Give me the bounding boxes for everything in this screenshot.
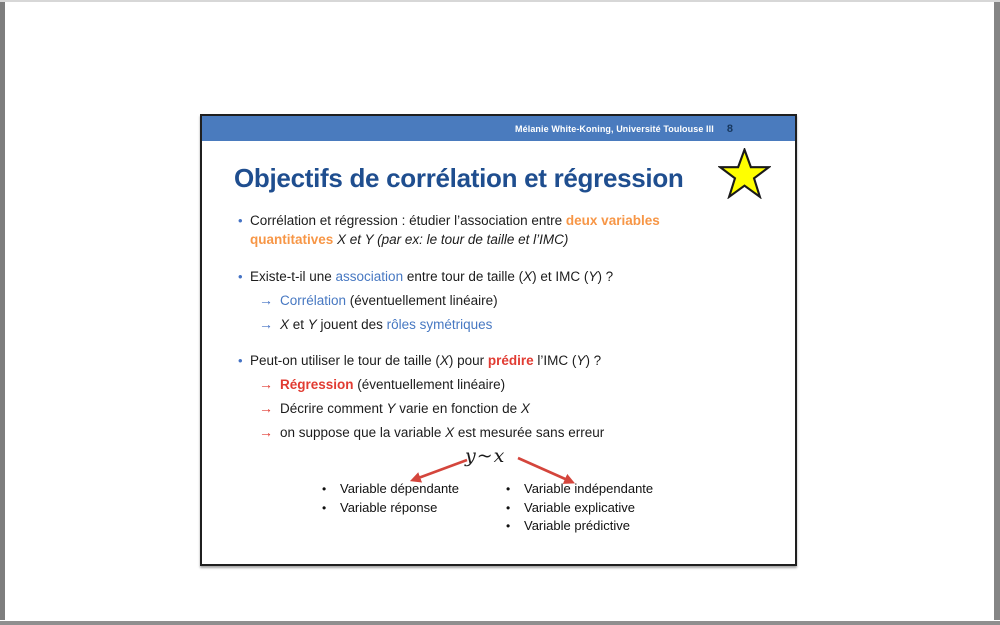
text-segment: ) pour <box>448 353 488 368</box>
bullet-text <box>250 211 728 249</box>
text-segment: X et Y (par ex: le tour de taille et l’IMC) <box>337 232 569 247</box>
arrow-right-icon: → <box>259 376 273 392</box>
sub-bullet-item <box>259 399 530 418</box>
viewer-top-border <box>0 0 1000 2</box>
bullet-item <box>238 211 728 249</box>
text-segment: Corrélation et régression : étudier l’association entre <box>250 213 566 228</box>
list-item-label: Variable dépendante <box>340 481 460 496</box>
list-item <box>506 480 653 499</box>
bullet-icon: • <box>238 353 243 368</box>
text-segment: l’IMC ( <box>533 353 577 368</box>
viewer-right-border <box>994 2 1000 620</box>
slide-title: Objectifs de corrélation et régression <box>234 163 684 193</box>
text-segment: X <box>523 269 533 284</box>
bullet-icon: • <box>506 482 511 496</box>
text-segment: X <box>445 425 455 440</box>
sub-bullet-text <box>280 399 530 418</box>
bullet-icon: • <box>322 500 327 515</box>
sub-bullet-item <box>259 315 492 334</box>
text-segment: X <box>520 401 530 416</box>
arrow-right-icon: → <box>259 292 273 308</box>
list-item <box>506 517 653 536</box>
text-segment: Existe-t-il une <box>250 269 336 284</box>
list-item <box>322 480 459 499</box>
text-segment: Y <box>588 269 598 284</box>
text-segment: ) et IMC ( <box>532 269 589 284</box>
sub-bullet-item <box>259 375 505 394</box>
text-segment: Y <box>576 353 586 368</box>
bullet-icon: • <box>506 500 511 515</box>
text-segment: varie en fonction de <box>395 401 521 416</box>
bullet-icon: • <box>238 269 243 284</box>
arrow-right-icon: → <box>259 400 273 416</box>
bullet-icon: • <box>238 213 243 228</box>
viewer-left-border <box>0 2 5 620</box>
text-segment: ) ? <box>597 269 614 284</box>
bullet-text <box>250 267 613 286</box>
sub-bullet-item <box>259 291 498 310</box>
bullet-item <box>238 351 601 370</box>
text-segment: quantitatives <box>250 232 334 247</box>
text-segment: prédire <box>487 353 534 368</box>
list-item-label: Variable explicative <box>524 499 636 515</box>
formula-y-tilde-x: y~x <box>465 445 506 467</box>
list-item-label: Variable indépendante <box>524 481 654 496</box>
text-segment: Régression <box>280 377 354 392</box>
text-segment: Y <box>307 317 317 332</box>
page-number: 8 <box>726 122 733 135</box>
star-icon <box>718 148 771 199</box>
slide-page <box>200 114 797 566</box>
list-item <box>506 499 653 518</box>
text-segment: (éventuellement linéaire) <box>353 377 506 392</box>
sub-bullet-text <box>280 375 505 394</box>
text-segment: on suppose que la variable <box>280 425 446 440</box>
text-segment: est mesurée sans erreur <box>454 425 605 440</box>
text-segment: deux variables <box>565 213 660 228</box>
text-segment: ) ? <box>585 353 602 368</box>
arrow-right-icon: → <box>259 424 273 440</box>
text-segment: jouent des <box>316 317 387 332</box>
text-segment: et <box>289 317 308 332</box>
viewer-bottom-border <box>0 621 1000 625</box>
slide-header-bar <box>202 116 795 141</box>
text-segment: X <box>280 317 290 332</box>
text-segment: (éventuellement linéaire) <box>346 293 498 308</box>
text-segment: association <box>335 269 404 284</box>
independent-variable-list <box>506 480 653 536</box>
dependent-variable-list <box>322 480 459 517</box>
sub-bullet-text <box>280 315 492 334</box>
sub-bullet-text <box>280 423 604 442</box>
arrow-right-icon: → <box>259 316 273 332</box>
bullet-icon: • <box>322 482 327 496</box>
list-item-label: Variable réponse <box>340 499 438 515</box>
text-segment: Décrire comment <box>280 401 387 416</box>
text-segment: Peut-on utiliser le tour de taille ( <box>250 353 440 368</box>
list-item-label: Variable prédictive <box>524 518 630 533</box>
arrow-down-left-icon <box>413 460 467 480</box>
text-segment: Corrélation <box>280 293 347 308</box>
bullet-icon: • <box>506 519 511 533</box>
text-segment: X <box>439 353 449 368</box>
text-segment: rôles symétriques <box>386 317 493 332</box>
text-segment: Y <box>386 401 396 416</box>
bullet-item <box>238 267 613 286</box>
bullet-text <box>250 351 601 370</box>
list-item <box>322 499 459 518</box>
text-segment: entre tour de taille ( <box>403 269 524 284</box>
author-credit: Mélanie White-Koning, Université Toulouse III <box>515 123 714 134</box>
sub-bullet-item <box>259 423 604 442</box>
sub-bullet-text <box>280 291 498 310</box>
arrow-down-right-icon <box>518 458 572 482</box>
